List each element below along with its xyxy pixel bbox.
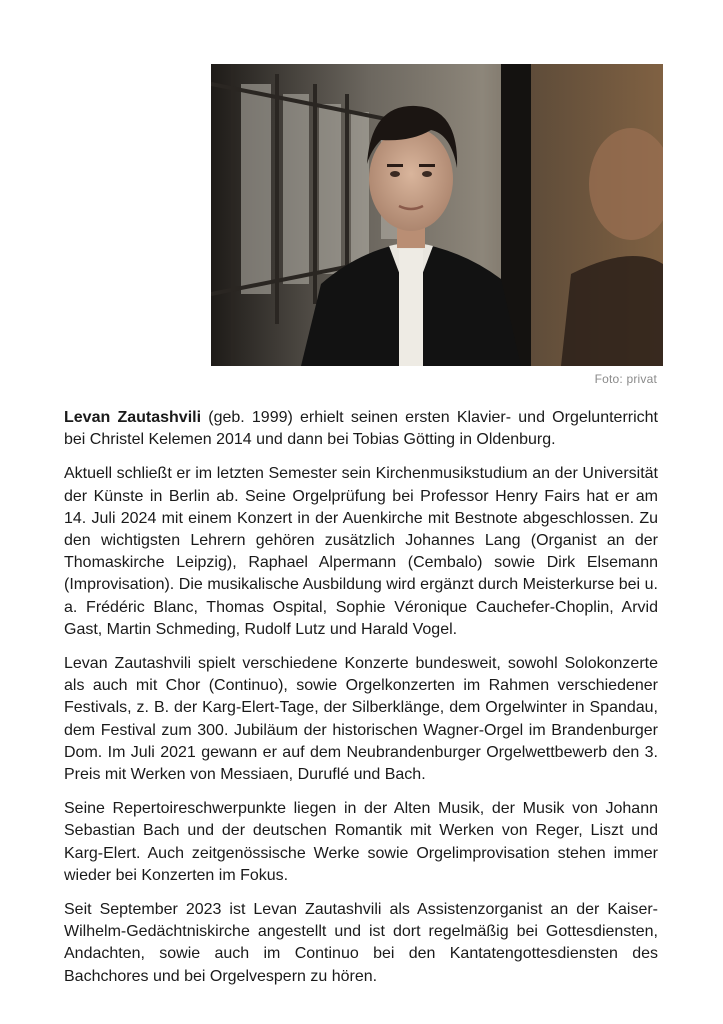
portrait-photo <box>211 64 663 366</box>
paragraph-1 <box>64 407 658 451</box>
person-name: Levan Zautashvili <box>64 409 202 426</box>
paragraph-2: Aktuell schließt er im letzten Semester sein Kirchenmusikstudium an der Universität der Künste in Berlin ab. Seine Orgelprüfung bei Professor Henry Fairs hat er am 14. Juli 2024 mit einem Konzert in der Auenkirche mit Bestnote abgeschlossen. Zu den wichtigsten Lehrern gehören zusätzlich Johannes Lang (Organist an der Thomaskirche Leipzig), Raphael Alpermann (Cembalo) sowie Dirk Elsemann (Improvisation). Die musikalische Ausbildung wird ergänzt durch Meisterkurse bei u. a. Frédéric Blanc, Thomas Ospital, Sophie Véronique Cauchefer-Choplin, Arvid Gast, Martin Schmeding, Rudolf Lutz und Harald Vogel. <box>64 465 658 638</box>
photo-credit: Foto: privat <box>594 372 657 386</box>
paragraph-5: Seit September 2023 ist Levan Zautashvili als Assistenzorganist an der Kaiser-Wilhelm-Gedächtniskirche angestellt und ist dort regelmäßig bei Gottesdiensten, Andachten, sowie auch im Continuo bei den Kantatengottesdiensten des Bachchores und bei Orgelvespern zu hören. <box>64 901 658 985</box>
paragraph-3: Levan Zautashvili spielt verschiedene Konzerte bundesweit, sowohl Solokonzerte als auch mit Chor (Continuo), sowie Orgelkonzerten im Rahmen verschiedener Festivals, z. B. der Karg-Elert-Tage, der Silberklänge, dem Orgelwinter in Spandau, dem Festival zum 300. Jubiläum der historischen Wagner-Orgel im Brandenburger Dom. Im Juli 2021 gewann er auf dem Neubrandenburger Orgelwettbewerb den 3. Preis mit Werken von Messiaen, Duruflé und Bach. <box>64 655 658 784</box>
paragraph-1-text: (geb. 1999) erhielt seinen ersten Klavier- und Orgelunterricht bei Christel Kelemen 2014 und dann bei Tobias Götting in Oldenburg. <box>64 409 658 449</box>
biography-text <box>64 407 658 1000</box>
portrait-illustration <box>211 64 663 366</box>
paragraph-4: Seine Repertoireschwerpunkte liegen in der Alten Musik, der Musik von Johann Sebastian Bach und der deutschen Romantik mit Werken von Reger, Liszt und Karg-Elert. Auch zeitgenössische Werke sowie Orgelimprovisation stehen immer wieder bei Konzerten im Fokus. <box>64 800 658 884</box>
